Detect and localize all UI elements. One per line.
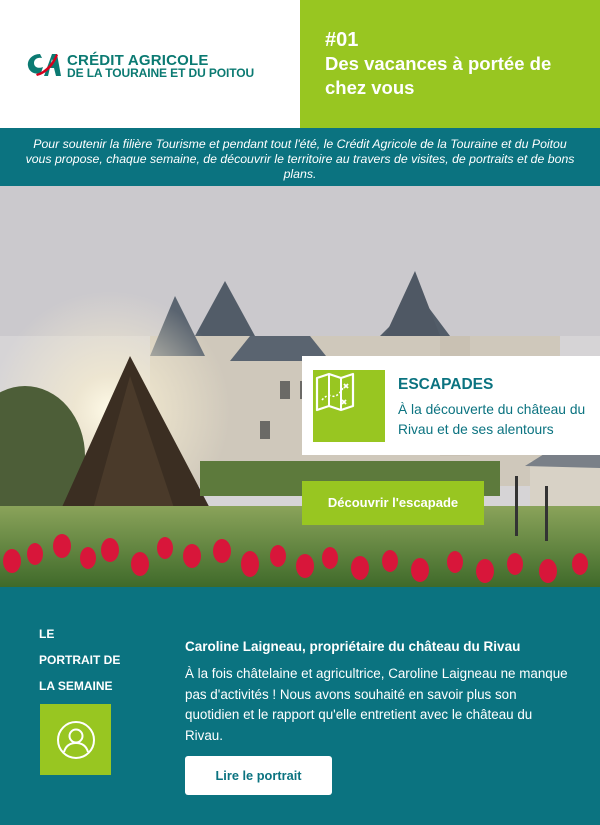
intro-text: Pour soutenir la filière Tourisme et pendant tout l'été, le Crédit Agricole de la Touraine et du Poitou vous propose, chaque semaine, de découvrir le territoire au travers de visites, de portraits et de bons plans. <box>25 137 575 181</box>
map-icon <box>313 370 385 442</box>
logo-line-2: DE LA TOURAINE ET DU POITOU <box>67 66 255 80</box>
logo-text <box>67 54 254 80</box>
intro-band <box>0 128 600 186</box>
portrait-text: À la fois châtelaine et agricultrice, Caroline Laigneau ne manque pas d'activités ! Nous avons souhaité en savoir plus son quotidien et le rapport qu'elle entretient avec le château du Rivau. <box>185 666 568 743</box>
logo-line-1: CRÉDIT AGRICOLE <box>67 52 209 69</box>
issue-number: #01 <box>325 29 359 51</box>
portrait-label-line-1: LE <box>39 627 55 641</box>
discover-escapade-button[interactable]: Découvrir l'escapade <box>302 481 484 525</box>
portrait-section <box>0 587 600 825</box>
portrait-label-line-3: LA SEMAINE <box>39 679 113 693</box>
credit-agricole-logo-icon <box>26 52 62 78</box>
escapade-title: ESCAPADES <box>398 376 494 393</box>
person-icon <box>40 704 111 775</box>
hero-image <box>0 186 600 587</box>
portrait-label-line-2: PORTRAIT DE <box>39 653 121 667</box>
read-portrait-button[interactable]: Lire le portrait <box>185 756 332 795</box>
title-block <box>300 0 600 128</box>
logo[interactable] <box>0 0 300 128</box>
header <box>0 0 600 128</box>
portrait-name: Caroline Laigneau, propriétaire du château du Rivau <box>185 639 521 654</box>
page-title: Des vacances à portée de chez vous <box>325 53 552 98</box>
escapade-card[interactable] <box>302 356 600 455</box>
escapade-subtitle: À la découverte du château du Rivau et de ses alentours <box>398 402 586 437</box>
